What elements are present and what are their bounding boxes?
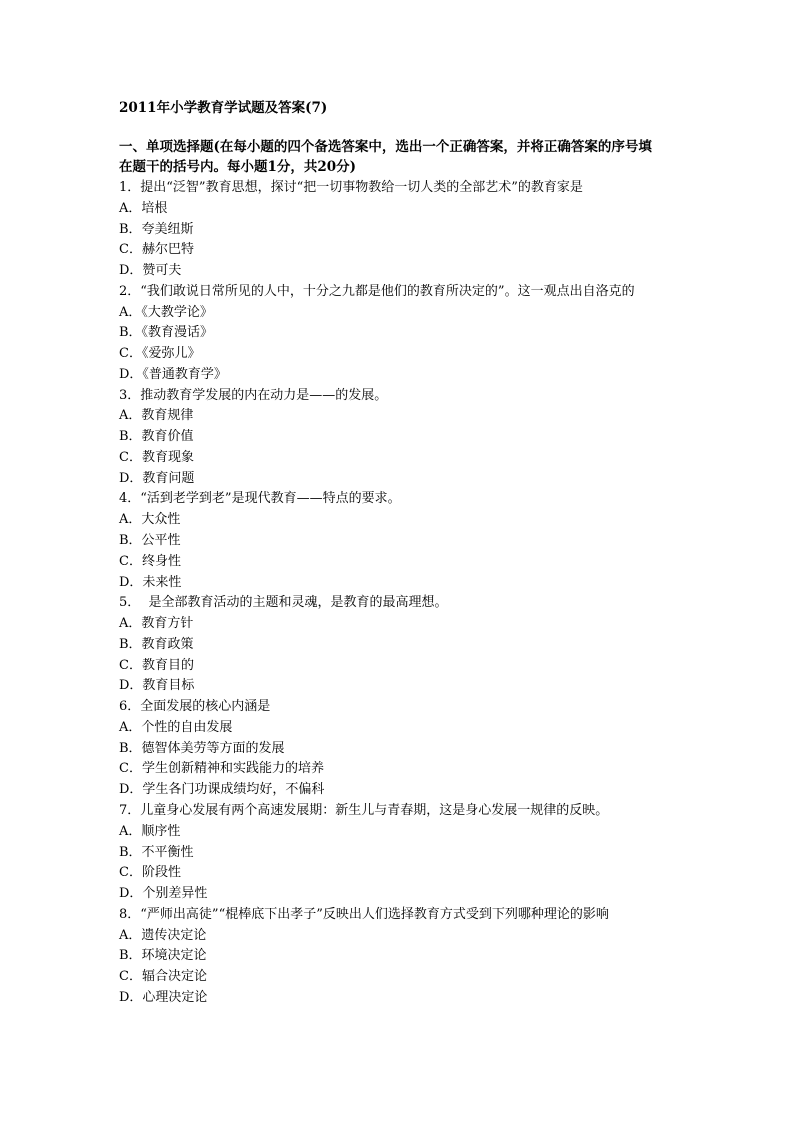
question-5	[119, 593, 699, 697]
question-2	[119, 282, 699, 386]
option-a: A．《大教学论》	[119, 304, 213, 320]
question-stem: 6．全面发展的核心内涵是	[119, 699, 271, 715]
option-b: B．教育政策	[119, 636, 194, 652]
document-title: 2011年小学教育学试题及答案(7)	[119, 100, 328, 116]
question-6	[119, 697, 699, 801]
option-a: A．教育规律	[119, 408, 194, 424]
option-c: C．终身性	[119, 553, 181, 569]
option-d: D．个别差异性	[119, 886, 208, 902]
option-d: D．教育问题	[119, 470, 195, 486]
option-b: B．《教育漫话》	[119, 325, 214, 341]
option-d: D．学生各门功课成绩均好，不偏科	[119, 782, 325, 798]
option-c: C．教育现象	[119, 449, 194, 465]
question-4	[119, 489, 699, 593]
question-1	[119, 178, 699, 282]
question-8	[119, 905, 699, 1009]
option-c: C．赫尔巴特	[119, 242, 194, 258]
question-stem: 8．“严师出高徒”“棍棒底下出孝子”反映出人们选择教育方式受到下列哪种理论的影响	[119, 906, 609, 922]
option-c: C．教育目的	[119, 657, 194, 673]
option-d: D．心理决定论	[119, 989, 208, 1005]
section-heading-line-2: 在题干的括号内。每小题1分，共20分)	[119, 159, 357, 175]
question-stem: 7．儿童身心发展有两个高速发展期：新生儿与青春期，这是身心发展一规律的反映。	[119, 802, 609, 818]
option-b: B．不平衡性	[119, 844, 194, 860]
question-list	[119, 178, 699, 1009]
option-d: D．《普通教育学》	[119, 366, 227, 382]
option-a: A．遗传决定论	[119, 927, 207, 943]
option-a: A．大众性	[119, 512, 181, 528]
option-c: C．《爱弥儿》	[119, 346, 201, 362]
option-b: B．德智体美劳等方面的发展	[119, 740, 285, 756]
question-stem: 5． 是全部教育活动的主题和灵魂，是教育的最高理想。	[119, 595, 448, 611]
option-c: C．学生创新精神和实践能力的培养	[119, 761, 324, 777]
question-3	[119, 386, 699, 490]
question-stem: 2．“我们敢说日常所见的人中，十分之九都是他们的教育所决定的”。这一观点出自洛克的	[119, 283, 635, 299]
option-b: B．公平性	[119, 533, 181, 549]
option-c: C．阶段性	[119, 865, 181, 881]
option-a: A．个性的自由发展	[119, 719, 233, 735]
question-stem: 4．“活到老学到老”是现代教育——特点的要求。	[119, 491, 401, 507]
section-heading-line-1: 一、单项选择题(在每小题的四个备选答案中，选出一个正确答案，并将正确答案的序号填	[119, 139, 652, 155]
option-d: D．未来性	[119, 574, 182, 590]
option-a: A．培根	[119, 200, 168, 216]
section-heading	[119, 137, 689, 177]
option-b: B．环境决定论	[119, 948, 207, 964]
question-stem: 1．提出“泛智”教育思想，探讨“把一切事物教给一切人类的全部艺术”的教育家是	[119, 180, 583, 195]
option-d: D．教育目标	[119, 678, 195, 694]
option-c: C．辐合决定论	[119, 969, 207, 985]
question-stem: 3．推动教育学发展的内在动力是——的发展。	[119, 387, 388, 403]
option-b: B．夸美纽斯	[119, 221, 194, 237]
option-b: B．教育价值	[119, 429, 194, 445]
option-a: A．顺序性	[119, 823, 181, 839]
option-a: A．教育方针	[119, 616, 194, 632]
question-7	[119, 801, 699, 905]
option-d: D．赞可夫	[119, 263, 182, 279]
